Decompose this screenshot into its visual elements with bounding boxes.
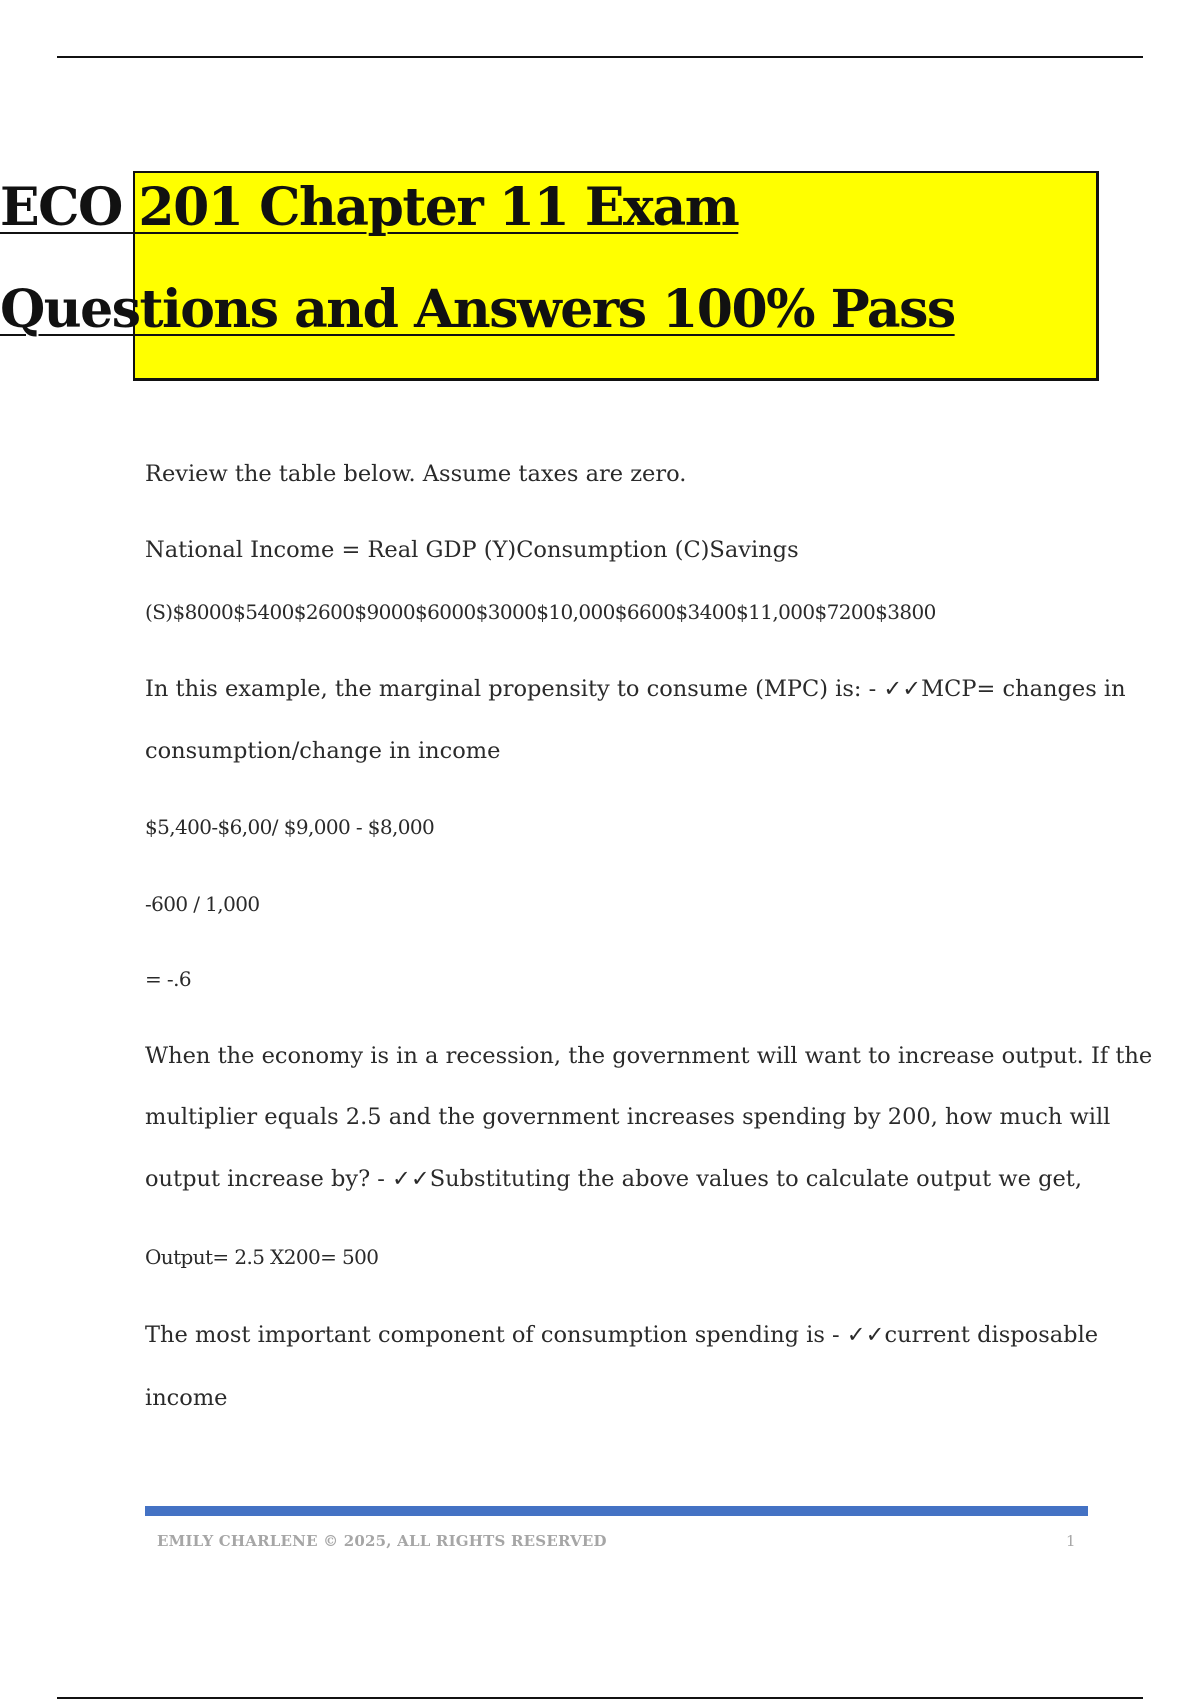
paragraph-question-multiplier: When the economy is in a recession, the government will want to increase output. If the [145, 1043, 1153, 1069]
paragraph-output-calc: Output= 2.5 X200= 500 [145, 1245, 379, 1269]
header-rule [57, 56, 1143, 58]
paragraph-instruction: Review the table below. Assume taxes are zero. [145, 461, 687, 487]
paragraph-calc-1: $5,400-$6,00/ $9,000 - $8,000 [145, 815, 435, 839]
paragraph-question-consumption: The most important component of consumption spending is - ✓✓current disposable [145, 1322, 1099, 1348]
document-title-line-1: ECO 201 Chapter 11 Exam [0, 177, 739, 238]
paragraph-table-header: National Income = Real GDP (Y)Consumption (C)Savings [145, 537, 799, 563]
paragraph-question-multiplier-cont-1: multiplier equals 2.5 and the government increases spending by 200, how much will [145, 1104, 1111, 1130]
footer-rule [57, 1697, 1143, 1699]
paragraph-calc-3: = -.6 [145, 967, 191, 991]
page-number: 1 [1066, 1532, 1076, 1550]
footer-copyright: EMILY CHARLENE © 2025, ALL RIGHTS RESERVED [157, 1532, 607, 1550]
footer-bar [145, 1506, 1088, 1516]
paragraph-question-mpc: In this example, the marginal propensity to consume (MPC) is: - ✓✓MCP= changes in [145, 676, 1126, 702]
document-title-line-2: Questions and Answers 100% Pass [0, 279, 955, 340]
paragraph-table-values: (S)$8000$5400$2600$9000$6000$3000$10,000$6600$3400$11,000$7200$3800 [145, 600, 936, 624]
paragraph-question-consumption-cont: income [145, 1385, 228, 1411]
paragraph-question-multiplier-cont-2: output increase by? - ✓✓Substituting the above values to calculate output we get, [145, 1166, 1082, 1192]
paragraph-question-mpc-cont: consumption/change in income [145, 738, 501, 764]
paragraph-calc-2: -600 / 1,000 [145, 892, 260, 916]
